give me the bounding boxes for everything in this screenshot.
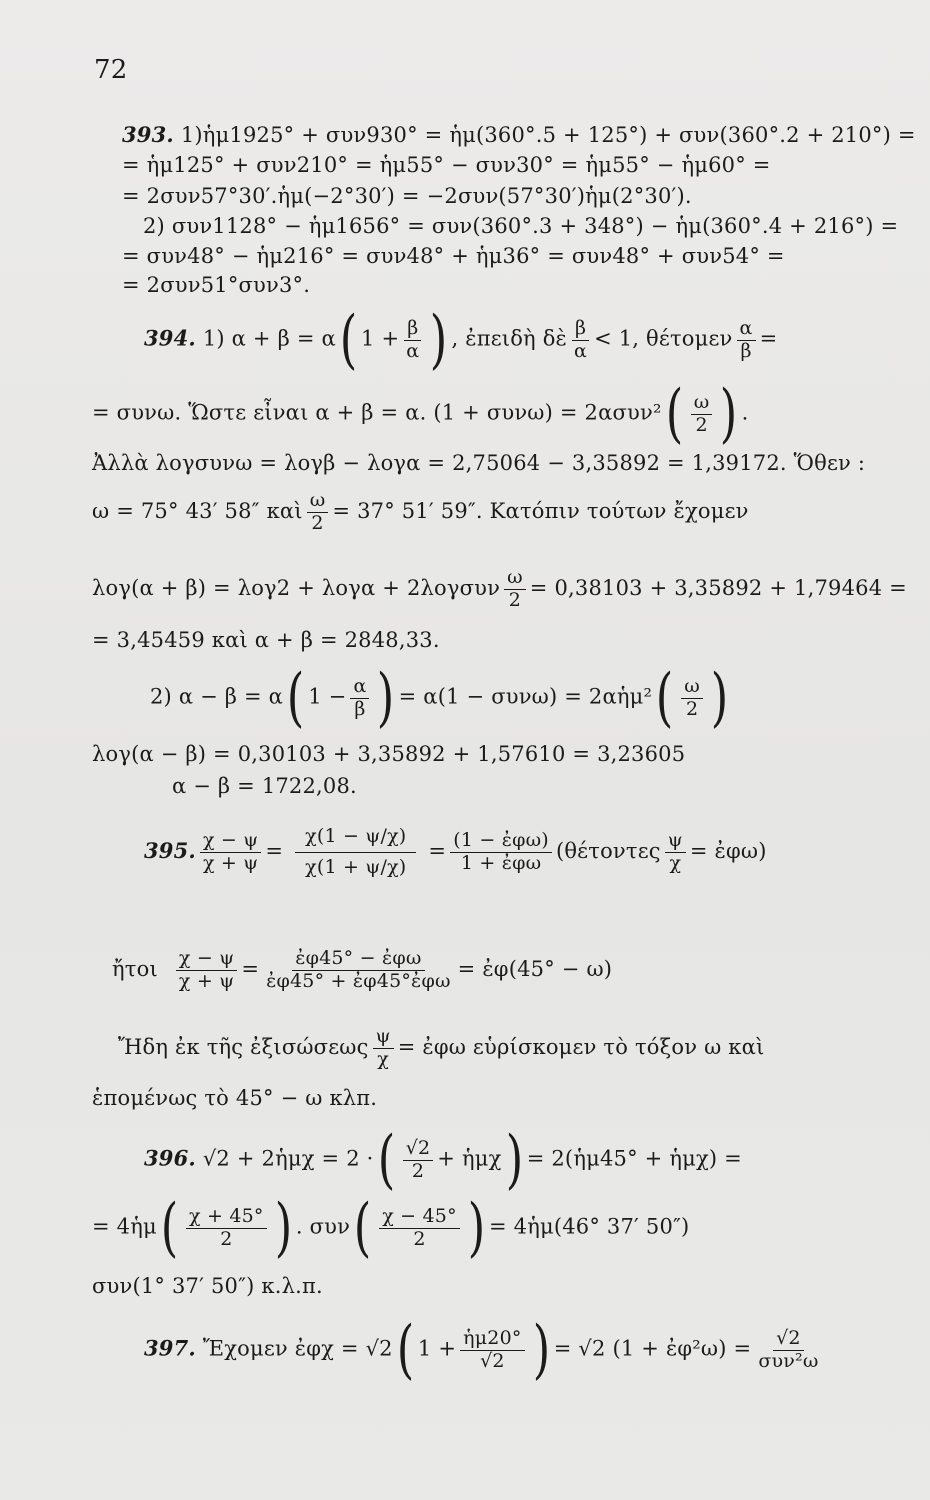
paren-left: ( [377, 1123, 395, 1197]
frac-tan45 [263, 948, 454, 993]
frac-num: ψ [665, 830, 686, 853]
p394-text-g3: = α(1 − συνω) = 2αἡμ² [398, 684, 653, 709]
frac-num: χ − ψ [200, 830, 261, 853]
problem-number-393: 393. [122, 122, 174, 147]
frac-num: χ + 45° [186, 1206, 267, 1229]
p394-text-a4: < 1, θέτομεν [594, 326, 733, 351]
frac-num: ἐφ45° − ἐφω [292, 948, 424, 971]
paren-left: ( [396, 1313, 415, 1387]
frac-den: 2 [695, 413, 708, 436]
p393-line-5: = συν48° − ἡμ216° = συν48° + ἡμ36° = συν48° + συν54° = [122, 244, 785, 268]
frac-den: ἐφ45° + ἐφ45°ἐφω [266, 969, 451, 992]
frac-den: α [406, 339, 420, 362]
frac-chi-minus-psi [200, 830, 261, 875]
frac-omega-2 [691, 392, 713, 437]
frac-num: χ(1 − ψ/χ) [295, 822, 416, 853]
frac-num: ω [504, 567, 526, 590]
frac-beta-alpha [403, 318, 422, 363]
p394-text-a3: , ἐπειδὴ δὲ [451, 326, 568, 351]
p394-text-e1: λογ(α + β) = λογ2 + λογα + 2λογσυν [92, 575, 501, 600]
frac-den: 2 [411, 1159, 425, 1182]
frac-tan [450, 830, 552, 875]
frac-chi-minus-psi [176, 948, 237, 993]
problem-number-397: 397. [144, 1335, 196, 1361]
p395-line-4: ἑπομένως τὸ 45° − ω κλπ. [92, 1086, 378, 1110]
equals-sign: = [265, 838, 284, 863]
frac-chi-minus-45 [379, 1206, 460, 1251]
frac-num: ψ [373, 1026, 394, 1049]
frac-sqrt2-cos2 [755, 1328, 821, 1373]
p396-line-1 [144, 1123, 742, 1197]
frac-omega-2 [681, 676, 703, 721]
paren-left: ( [655, 661, 674, 735]
p397-line-1 [144, 1313, 826, 1387]
p396-l2a: = 4ἡμ [92, 1214, 157, 1239]
paren-left: ( [286, 661, 305, 735]
p395-result: = ἐφ(45° − ω) [457, 956, 613, 981]
p394-text-d1: ω = 75° 43′ 58″ καὶ [92, 498, 303, 523]
p396-l2c: = 4ἡμ(46° 37′ 50″) [488, 1214, 690, 1239]
p393-line-4: 2) συν1128° − ἡμ1656° = συν(360°.3 + 348°) − ἡμ(360°.4 + 216°) = [143, 214, 899, 238]
frac-sqrt2-2 [403, 1138, 434, 1183]
frac-num: ἡμ20° [460, 1328, 524, 1351]
frac-den: χ + ψ [202, 851, 259, 874]
p396-l1b: + ἡμχ [437, 1146, 502, 1171]
p396-l1c: = 2(ἡμ45° + ἡμχ) = [526, 1146, 742, 1171]
problem-number-394: 394. [144, 325, 196, 351]
paren-right: ) [505, 1123, 523, 1197]
p397-c: = √2 (1 + ἐφ²ω) = [553, 1336, 752, 1361]
frac-den: β [354, 697, 366, 720]
frac-alpha-beta [737, 318, 756, 363]
p393-line-1 [122, 122, 916, 147]
frac-num: χ − ψ [176, 948, 237, 971]
p394-text-g2: 1 − [308, 684, 347, 709]
p394-text-g1: 2) α − β = α [150, 684, 284, 709]
equals-sign: = [241, 956, 260, 981]
frac-num: β [572, 318, 589, 341]
frac-den: χ [669, 851, 682, 874]
p393-text-1: 1)ἡμ1925° + συν930° = ἡμ(360°.5 + 125°) + συν(360°.2 + 210°) = [180, 123, 916, 147]
frac-big [295, 822, 416, 883]
p393-line-3: = 2συν57°30′.ἡμ(−2°30′) = −2συν(57°30′)ἡμ(2°30′). [122, 184, 692, 208]
frac-num: β [404, 318, 421, 341]
frac-den: 2 [413, 1227, 426, 1250]
p394-line-7 [150, 661, 732, 735]
frac-num: √2 [773, 1328, 804, 1351]
p396-line-3: συν(1° 37′ 50″) κ.λ.π. [92, 1274, 323, 1298]
p393-line-2: = ἡμ125° + συν210° = ἡμ55° − συν30° = ἡμ55° − ἡμ60° = [122, 153, 771, 177]
frac-omega-2 [504, 567, 526, 612]
frac-psi-chi [373, 1026, 394, 1071]
p394-text-a1: 1) α + β = α [202, 326, 336, 351]
paren-right: ) [720, 377, 738, 451]
frac-den: χ + ψ [178, 969, 235, 992]
paren-right: ) [274, 1191, 293, 1265]
frac-den: 2 [220, 1227, 233, 1250]
p396-line-2 [92, 1191, 690, 1265]
p394-text-a5: = [759, 326, 778, 351]
paren-left: ( [665, 377, 683, 451]
p395-line-2 [112, 948, 612, 993]
frac-num: α [350, 676, 369, 699]
equals-sign: = [428, 838, 447, 863]
p395-note: (θέτοντες [555, 838, 661, 863]
page-number: 72 [94, 55, 128, 85]
p395-htoi: ἤτοι [112, 956, 158, 981]
p394-text-e2: = 0,38103 + 3,35892 + 1,79464 = [529, 575, 907, 600]
p393-line-6: = 2συν51°συν3°. [122, 273, 311, 297]
frac-den: συν²ω [758, 1349, 819, 1372]
frac-omega-2 [307, 490, 329, 535]
frac-num: ω [691, 392, 713, 415]
paren-right: ) [467, 1191, 486, 1265]
frac-den: α [574, 339, 588, 362]
frac-alpha-beta [350, 676, 369, 721]
frac-den: √2 [480, 1349, 505, 1372]
p394-line-8: λογ(α − β) = 0,30103 + 3,35892 + 1,57610 = 3,23605 [92, 742, 686, 766]
frac-den: 2 [686, 697, 699, 720]
frac-num: √2 [403, 1138, 434, 1161]
frac-num: α [737, 318, 756, 341]
frac-chi-plus-45 [186, 1206, 267, 1251]
frac-den: 2 [311, 511, 324, 534]
problem-number-396: 396. [144, 1145, 196, 1171]
p395-line-3 [118, 1026, 764, 1071]
frac-den: 1 + ἐφω [460, 851, 542, 874]
paren-left: ( [353, 1191, 372, 1265]
p397-b: 1 + [417, 1336, 457, 1361]
frac-den: χ(1 + ψ/χ) [305, 855, 407, 878]
p394-line-2: = συνω. Ὥστε εἶναι α + β = α. (1 + συνω) = 2ασυν²( $\frac{\omega}{2}$ ) . [92, 377, 749, 451]
frac-sin20-sqrt2 [460, 1328, 524, 1373]
p394-line-4 [92, 490, 749, 535]
p394-line-5 [92, 567, 907, 612]
frac-den: 2 [508, 588, 522, 611]
p394-text-b1: = συνω. Ὥστε εἶναι α + β = α. (1 + συνω) = 2ασυν² [92, 400, 662, 425]
paren-left: ( [160, 1191, 179, 1265]
problem-number-395: 395. [144, 837, 196, 863]
p394-line-1 [144, 303, 778, 377]
frac-num: χ − 45° [379, 1206, 460, 1229]
p394-line-9: α − β = 1722,08. [172, 774, 357, 798]
paren-left: ( [339, 303, 358, 377]
p394-line-6: = 3,45459 καὶ α + β = 2848,33. [92, 628, 440, 652]
p394-text-a2: 1 + [361, 326, 400, 351]
paren-right: ) [532, 1313, 550, 1387]
frac-beta-alpha-2 [571, 318, 590, 363]
frac-psi-chi [665, 830, 686, 875]
p395-note2: = ἐφω) [689, 838, 767, 863]
p395-k2: = ἐφω εὑρίσκομεν τὸ τόξον ω καὶ [397, 1034, 765, 1059]
paren-right: ) [430, 303, 448, 377]
frac-num: ω [681, 676, 703, 699]
p396-l1a: √2 + 2ἡμχ = 2 · [202, 1146, 374, 1171]
p394-line-3: Ἀλλὰ λογσυνω = λογβ − λογα = 2,75064 − 3,35892 = 1,39172. Ὅθεν : [92, 451, 866, 475]
p394-text-d2: = 37° 51′ 59″. Κατόπιν τούτων ἔχομεν [332, 498, 749, 523]
p396-l2b: . συν [295, 1214, 351, 1239]
frac-den: β [740, 339, 752, 362]
paren-right: ) [377, 661, 395, 735]
frac-num: ω [307, 490, 329, 513]
p395-k1: Ἤδη ἐκ τῆς ἐξισώσεως [118, 1034, 369, 1059]
frac-den: χ [377, 1047, 389, 1070]
p395-line-1 [144, 822, 767, 883]
frac-num: (1 − ἐφω) [450, 830, 552, 853]
paren-right: ) [710, 661, 729, 735]
p397-a: Ἔχομεν ἐφχ = √2 [202, 1336, 393, 1361]
